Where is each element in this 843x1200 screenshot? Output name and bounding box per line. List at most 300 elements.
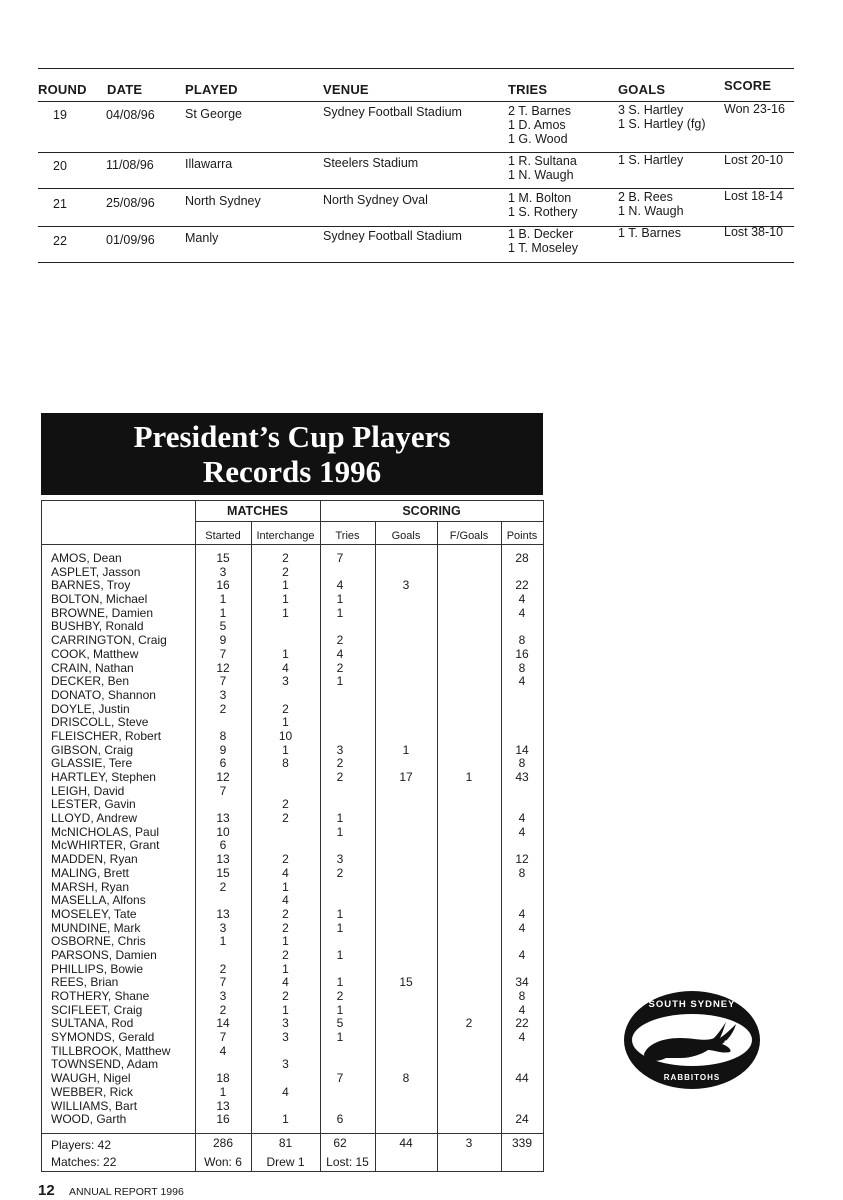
player-name: BUSHBY, Ronald	[51, 619, 144, 634]
goals-cell: 1	[402, 742, 410, 757]
goals-cell	[375, 894, 437, 908]
points-cell	[501, 963, 543, 977]
points-cell	[501, 1058, 543, 1072]
score-cell: Lost 20-10	[724, 153, 784, 167]
interchange-cell: 1	[282, 715, 289, 730]
interchange-cell: 1	[282, 1112, 289, 1127]
points-cell: 4	[518, 811, 526, 826]
tries-cell: 1	[336, 605, 344, 620]
goals-cell	[375, 552, 437, 566]
started-cell: 3	[219, 564, 227, 579]
fgoals-cell	[437, 620, 501, 634]
started-cell: 5	[219, 619, 227, 634]
total-tries: 62	[333, 1136, 347, 1150]
records-title-line2: Records 1996	[202, 454, 382, 489]
goals-cell	[375, 757, 437, 771]
goals-cell	[375, 785, 437, 799]
table-top-rule	[38, 68, 794, 69]
fgoals-cell	[437, 716, 501, 730]
tries-cell: 1	[336, 920, 344, 935]
player-name: TOWNSEND, Adam	[51, 1057, 159, 1072]
points-cell	[501, 894, 543, 908]
goals-cell	[375, 703, 437, 717]
points-cell: 16	[515, 646, 529, 661]
interchange-cell: 1	[282, 605, 289, 620]
goals-cell	[375, 675, 437, 689]
started-cell: 15	[216, 865, 230, 880]
player-name: COOK, Matthew	[51, 646, 139, 661]
total-started: 286	[212, 1136, 234, 1150]
started-cell: 13	[216, 811, 230, 826]
points-cell: 4	[518, 920, 526, 935]
goals-line: 1 N. Waugh	[618, 204, 684, 218]
player-name: CRAIN, Nathan	[51, 660, 134, 675]
points-cell: 22	[515, 1016, 529, 1031]
started-cell: 3	[219, 989, 227, 1003]
started-cell: 8	[219, 728, 227, 743]
total-goals: 44	[399, 1136, 413, 1150]
played-cell: Illawarra	[185, 157, 233, 171]
fgoals-cell	[437, 1072, 501, 1086]
goals-cell	[375, 1113, 437, 1127]
fgoals-cell	[437, 812, 501, 826]
player-name: McNICHOLAS, Paul	[51, 824, 160, 839]
fgoals-cell	[437, 744, 501, 758]
total-lost: Lost: 15	[326, 1155, 369, 1169]
group-scoring: SCORING	[402, 504, 461, 518]
goals-cell	[375, 689, 437, 703]
logo-bottom-text: RABBITOHS	[663, 1073, 721, 1082]
points-cell	[501, 1086, 543, 1100]
fgoals-cell	[437, 675, 501, 689]
interchange-cell	[251, 771, 320, 785]
player-name: PARSONS, Damien	[51, 947, 157, 962]
fgoals-cell	[437, 826, 501, 840]
fgoals-cell	[437, 1004, 501, 1018]
tries-cell	[320, 1100, 360, 1114]
started-cell: 7	[219, 646, 227, 661]
tries-line: 1 G. Wood	[508, 132, 568, 146]
fgoals-cell	[437, 689, 501, 703]
subheader-goals: Goals	[391, 530, 421, 542]
player-records-table	[41, 500, 544, 1172]
goals-cell: 15	[399, 975, 413, 990]
fgoals-cell	[437, 1100, 501, 1114]
fgoals-cell	[437, 648, 501, 662]
points-cell	[501, 566, 543, 580]
goals-cell	[375, 798, 437, 812]
goals-cell	[375, 1017, 437, 1031]
tries-cell: 1	[336, 811, 344, 826]
interchange-cell: 3	[282, 674, 289, 689]
interchange-cell: 2	[282, 797, 289, 812]
player-name: GIBSON, Craig	[51, 742, 134, 757]
fgoals-cell	[437, 798, 501, 812]
tries-cell: 3	[336, 742, 344, 757]
tries-line: 2 T. Barnes	[508, 104, 572, 118]
table-bottom-rule	[38, 262, 794, 263]
subheader-fgoals: F/Goals	[449, 530, 489, 542]
score-cell: Lost 38-10	[724, 225, 784, 239]
started-cell: 13	[216, 906, 230, 921]
player-name: SCIFLEET, Craig	[51, 1002, 143, 1017]
rule	[41, 1171, 544, 1172]
tries-line: 1 D. Amos	[508, 118, 566, 132]
goals-cell	[375, 1031, 437, 1045]
points-cell: 4	[518, 592, 526, 607]
points-cell: 34	[515, 975, 529, 990]
interchange-cell: 8	[282, 756, 289, 771]
player-name: WEBBER, Rick	[51, 1084, 134, 1099]
logo-emblem	[622, 988, 762, 1092]
points-cell: 4	[518, 605, 526, 620]
started-cell	[195, 798, 251, 812]
points-cell	[501, 1100, 543, 1114]
tries-line: 1 S. Rothery	[508, 205, 578, 219]
started-cell	[195, 949, 251, 963]
goals-cell	[375, 935, 437, 949]
interchange-cell	[251, 689, 320, 703]
points-cell: 44	[515, 1071, 529, 1086]
player-name: MALING, Brett	[51, 865, 130, 880]
started-cell: 2	[219, 961, 227, 976]
fgoals-cell	[437, 593, 501, 607]
subheader-interchange: Interchange	[256, 530, 315, 542]
interchange-column	[251, 552, 320, 1127]
played-cell: St George	[185, 107, 242, 121]
fgoals-cell	[437, 839, 501, 853]
tries-cell: 4	[336, 646, 344, 661]
tries-cell	[320, 716, 360, 730]
player-name: DRISCOLL, Steve	[51, 715, 149, 730]
tries-cell: 1	[336, 906, 344, 921]
goals-cell	[375, 881, 437, 895]
goals-cell	[375, 607, 437, 621]
fgoals-cell	[437, 634, 501, 648]
points-cell: 43	[515, 770, 529, 784]
logo-top-text: SOUTH SYDNEY	[648, 999, 736, 1010]
goals-cell: 3	[402, 578, 410, 593]
rule	[41, 1133, 544, 1134]
interchange-cell: 10	[278, 728, 293, 743]
total-drew: Drew 1	[266, 1155, 305, 1169]
fgoals-cell	[437, 976, 501, 990]
started-cell: 7	[219, 1030, 227, 1045]
round-cell: 22	[53, 234, 67, 248]
date-cell: 11/08/96	[106, 158, 154, 172]
started-cell: 15	[216, 551, 230, 565]
interchange-cell: 3	[282, 1030, 289, 1045]
points-cell	[501, 730, 543, 744]
group-matches: MATCHES	[227, 504, 288, 518]
fgoals-cell	[437, 1031, 501, 1045]
player-name: HARTLEY, Stephen	[51, 770, 156, 784]
tries-cell	[320, 566, 360, 580]
interchange-cell: 1	[282, 578, 289, 593]
fgoals-cell	[437, 1045, 501, 1059]
points-cell: 8	[518, 865, 526, 880]
interchange-cell: 1	[282, 646, 289, 661]
tries-cell	[320, 881, 360, 895]
fgoals-cell	[437, 1086, 501, 1100]
goals-cell	[375, 839, 437, 853]
header-played: PLAYED	[185, 82, 238, 97]
interchange-cell: 1	[282, 1002, 289, 1017]
player-name: MOSELEY, Tate	[51, 906, 137, 921]
tries-cell: 1	[336, 947, 344, 962]
player-name: MUNDINE, Mark	[51, 920, 141, 935]
started-cell: 7	[219, 674, 227, 689]
goals-cell	[375, 648, 437, 662]
goals-cell	[375, 634, 437, 648]
venue-cell: Sydney Football Stadium	[323, 105, 462, 119]
fgoals-cell	[437, 908, 501, 922]
fgoals-cell	[437, 922, 501, 936]
fgoals-cell	[437, 935, 501, 949]
interchange-cell: 1	[282, 961, 289, 976]
rule	[543, 500, 544, 1172]
player-name: DECKER, Ben	[51, 674, 130, 689]
tries-cell: 2	[336, 756, 344, 771]
tries-cell: 1	[336, 824, 344, 839]
subheader-points: Points	[506, 530, 538, 542]
player-name: GLASSIE, Tere	[51, 756, 133, 771]
fgoals-cell	[437, 703, 501, 717]
goals-cell: 17	[399, 770, 413, 784]
tries-line: 1 M. Bolton	[508, 191, 572, 205]
goals-line: 1 S. Hartley	[618, 153, 684, 167]
interchange-cell: 1	[282, 934, 289, 949]
player-name: McWHIRTER, Grant	[51, 838, 160, 853]
started-column	[195, 552, 251, 1127]
date-cell: 04/08/96	[106, 108, 155, 122]
header-rule	[38, 101, 794, 102]
interchange-cell	[251, 1072, 320, 1086]
goals-cell	[375, 867, 437, 881]
tries-cell: 1	[336, 592, 344, 607]
points-cell: 12	[515, 852, 529, 867]
player-name: WILLIAMS, Bart	[51, 1098, 138, 1113]
total-fgoals: 3	[465, 1136, 473, 1150]
tries-cell	[320, 963, 360, 977]
interchange-cell: 4	[282, 975, 289, 990]
points-cell: 4	[518, 947, 526, 962]
interchange-cell: 4	[282, 893, 289, 908]
player-name: MARSH, Ryan	[51, 879, 130, 894]
goals-line: 3 S. Hartley	[618, 103, 684, 117]
footer-text: ANNUAL REPORT 1996	[69, 1186, 184, 1198]
tries-cell	[320, 689, 360, 703]
interchange-cell: 4	[282, 865, 289, 880]
points-cell	[501, 620, 543, 634]
fgoals-cell	[437, 730, 501, 744]
interchange-cell: 2	[282, 947, 289, 962]
venue-cell: Steelers Stadium	[323, 156, 419, 170]
player-name: LLOYD, Andrew	[51, 811, 138, 826]
points-cell	[501, 785, 543, 799]
round-cell: 21	[53, 197, 67, 211]
points-cell: 8	[518, 989, 526, 1003]
player-name: TILLBROOK, Matthew	[51, 1043, 171, 1058]
tries-column	[320, 552, 360, 1127]
points-cell	[501, 689, 543, 703]
player-name: BROWNE, Damien	[51, 605, 154, 620]
points-cell	[501, 798, 543, 812]
started-cell: 6	[219, 756, 227, 771]
tries-cell: 7	[336, 1071, 344, 1086]
started-cell: 13	[216, 1098, 230, 1113]
total-points: 339	[511, 1136, 533, 1150]
tries-cell	[320, 1045, 360, 1059]
points-cell: 4	[518, 824, 526, 839]
fgoals-cell	[437, 579, 501, 593]
fgoals-cell	[437, 990, 501, 1004]
interchange-cell: 3	[282, 1016, 289, 1031]
points-cell: 8	[518, 756, 526, 771]
points-cell: 8	[518, 633, 526, 648]
player-name: AMOS, Dean	[51, 551, 122, 565]
interchange-cell: 2	[282, 852, 289, 867]
goals-column	[375, 552, 437, 1127]
goals-cell	[375, 662, 437, 676]
tries-line: 1 R. Sultana	[508, 154, 577, 168]
points-cell	[501, 1045, 543, 1059]
interchange-cell	[251, 785, 320, 799]
goals-cell	[375, 922, 437, 936]
subheader-started: Started	[205, 530, 241, 542]
points-cell	[501, 935, 543, 949]
fgoals-cell	[437, 867, 501, 881]
tries-cell: 5	[336, 1016, 344, 1031]
tries-cell: 3	[336, 852, 344, 867]
goals-cell	[375, 1004, 437, 1018]
player-name: SULTANA, Rod	[51, 1016, 134, 1031]
started-cell: 12	[216, 660, 230, 675]
goals-cell	[375, 1086, 437, 1100]
player-name: DOYLE, Justin	[51, 701, 130, 716]
player-name: BARNES, Troy	[51, 578, 131, 593]
interchange-cell: 2	[282, 564, 289, 579]
started-cell: 6	[219, 838, 227, 853]
row-rule	[38, 188, 794, 189]
total-matches: Matches: 22	[51, 1155, 117, 1169]
interchange-cell	[251, 839, 320, 853]
tries-line: 1 B. Decker	[508, 227, 574, 241]
fgoals-cell	[437, 607, 501, 621]
interchange-cell: 3	[282, 1057, 289, 1072]
fgoals-cell	[437, 757, 501, 771]
points-cell: 8	[518, 660, 526, 675]
started-cell: 2	[219, 1002, 227, 1017]
page-footer	[38, 1182, 184, 1199]
interchange-cell	[251, 1045, 320, 1059]
records-title-banner	[41, 413, 543, 495]
started-cell: 13	[216, 852, 230, 867]
interchange-cell: 1	[282, 879, 289, 894]
tries-cell	[320, 798, 360, 812]
started-cell: 1	[219, 934, 227, 949]
played-cell: North Sydney	[185, 194, 261, 208]
tries-cell: 7	[336, 551, 344, 565]
goals-cell	[375, 1100, 437, 1114]
player-name: REES, Brian	[51, 975, 119, 990]
south-sydney-rabbitohs-logo	[622, 988, 762, 1092]
goals-cell	[375, 593, 437, 607]
interchange-cell	[251, 634, 320, 648]
started-cell: 7	[219, 783, 227, 798]
interchange-cell: 2	[282, 989, 289, 1003]
interchange-cell: 2	[282, 551, 289, 565]
tries-cell: 2	[336, 770, 344, 784]
goals-cell	[375, 566, 437, 580]
interchange-cell	[251, 826, 320, 840]
fgoals-column	[437, 552, 501, 1127]
interchange-cell: 2	[282, 811, 289, 826]
started-cell: 10	[216, 824, 230, 839]
player-name: PHILLIPS, Bowie	[51, 961, 144, 976]
rule	[195, 521, 543, 522]
tries-cell: 1	[336, 1030, 344, 1045]
records-title-line1: President’s Cup Players	[133, 419, 451, 454]
started-cell: 2	[219, 879, 227, 894]
tries-cell	[320, 620, 360, 634]
started-cell: 9	[219, 742, 227, 757]
tries-cell	[320, 1086, 360, 1100]
total-players: Players: 42	[51, 1138, 112, 1152]
goals-line: 1 T. Barnes	[618, 226, 682, 240]
started-cell: 18	[216, 1071, 230, 1086]
interchange-cell: 2	[282, 906, 289, 921]
header-venue: VENUE	[323, 82, 369, 97]
score-cell: Won 23-16	[724, 102, 785, 116]
started-cell	[195, 1058, 251, 1072]
round-cell: 20	[53, 159, 67, 173]
tries-cell: 6	[336, 1112, 344, 1127]
player-name-column	[51, 552, 170, 1127]
started-cell: 3	[219, 920, 227, 935]
interchange-cell	[251, 620, 320, 634]
total-interchange: 81	[278, 1136, 293, 1150]
fgoals-cell	[437, 552, 501, 566]
header-tries: TRIES	[508, 82, 548, 97]
points-cell: 4	[518, 674, 526, 689]
interchange-cell: 2	[282, 701, 289, 716]
interchange-cell: 4	[282, 660, 289, 675]
player-name: ASPLET, Jasson	[51, 564, 141, 579]
tries-cell: 2	[336, 865, 344, 880]
fgoals-cell	[437, 785, 501, 799]
started-cell: 1	[219, 605, 227, 620]
started-cell: 14	[216, 1016, 230, 1031]
rule	[41, 500, 42, 1172]
tries-cell	[320, 935, 360, 949]
fgoals-cell	[437, 894, 501, 908]
fgoals-cell: 2	[465, 1016, 473, 1031]
tries-line: 1 T. Moseley	[508, 241, 578, 255]
tries-cell	[320, 1058, 360, 1072]
goals-cell	[375, 908, 437, 922]
player-name: CARRINGTON, Craig	[51, 633, 167, 648]
interchange-cell: 4	[282, 1084, 289, 1099]
points-cell: 24	[515, 1112, 529, 1127]
started-cell: 16	[216, 578, 230, 593]
goals-cell	[375, 949, 437, 963]
started-cell	[195, 716, 251, 730]
fgoals-cell	[437, 1113, 501, 1127]
goals-cell	[375, 963, 437, 977]
tries-cell: 2	[336, 660, 344, 675]
player-name: MASELLA, Alfons	[51, 893, 146, 908]
